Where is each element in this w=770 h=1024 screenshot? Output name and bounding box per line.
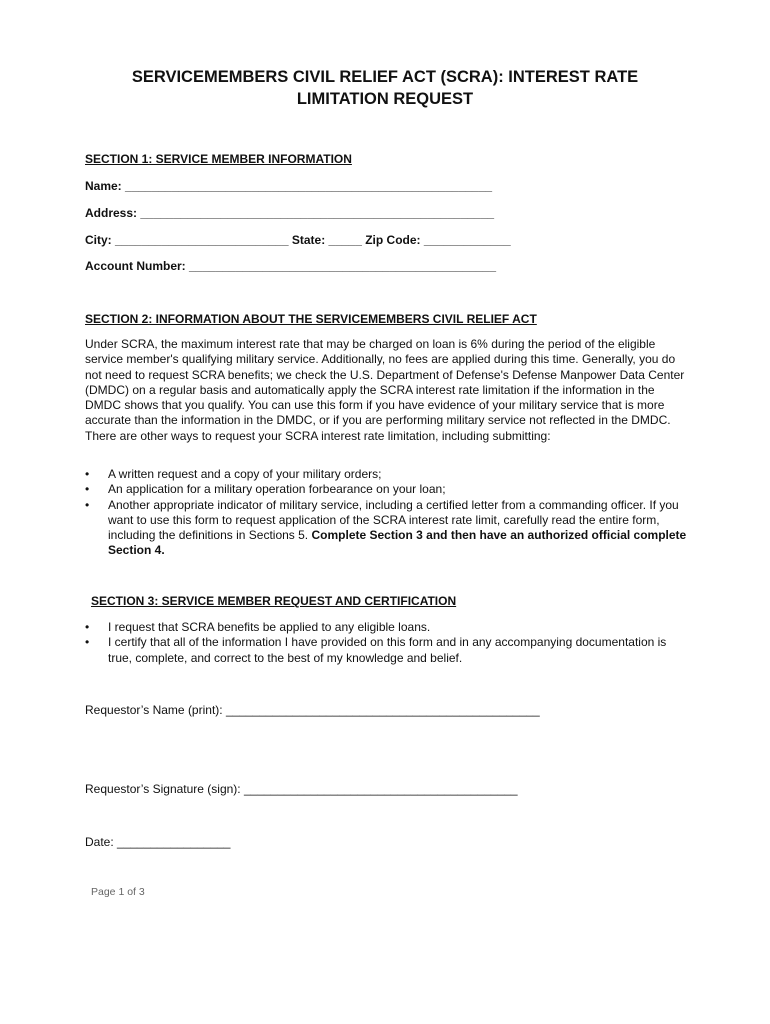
bullet-icon: • [85, 497, 90, 512]
bullet-icon: • [85, 635, 90, 650]
section-1-heading: SECTION 1: SERVICE MEMBER INFORMATION [85, 152, 352, 166]
section-2-heading: SECTION 2: INFORMATION ABOUT THE SERVICEMEMBERS CIVIL RELIEF ACT [85, 312, 537, 326]
bullet-icon: • [85, 482, 90, 497]
section-3-heading: SECTION 3: SERVICE MEMBER REQUEST AND CERTIFICATION [91, 594, 457, 608]
section-2-paragraph: Under SCRA, the maximum interest rate that may be charged on loan is 6% during the period of the eligible service member's qualifying military service. Additionally, no fees are applied during this time. Generally, you do not need to request SCRA benefits; we check the U.S. Department of Defense's Defense Manpower Data Center (DMDC) on a regular basis and automatically apply the SCRA interest rate limitation if the information in the DMDC shows that you qualify. You can use this form if you have evidence of your military service that is more accurate than the information in the DMDC, or if you are performing military service not reflected in the DMDC. There are other ways to request your SCRA interest rate limitation, including submitting: [85, 337, 685, 443]
section-2-list [85, 467, 690, 559]
list-item: • I request that SCRA benefits be applied to any eligible loans. [85, 620, 431, 634]
date-field[interactable]: Date: _________________ [85, 835, 231, 849]
requestor-signature-field[interactable]: Requestor’s Signature (sign): _________________________________________ [85, 782, 518, 796]
list-item: • I certify that all of the information I have provided on this form and in any accompanying documentation is true, complete, and correct to the best of my knowledge and belief. [85, 635, 667, 665]
title-line-1: SERVICEMEMBERS CIVIL RELIEF ACT (SCRA): INTEREST RATE [131, 68, 639, 86]
requestor-name-field[interactable]: Requestor’s Name (print): _______________________________________________ [85, 703, 540, 717]
list-item: • An application for a military operation forbearance on your loan; [85, 482, 446, 497]
section-3-list [85, 620, 685, 666]
list-item: • Another appropriate indicator of military service, including a certified letter from a commanding officer. If you want to use this form to request application of the SCRA interest rate limit, carefully read the entire form, including the definitions in Sections 5. Complete Section 3 and then have an authorized official complete Section 4. [85, 497, 687, 558]
title-line-2: LIMITATION REQUEST [296, 90, 474, 108]
account-number-field[interactable]: Account Number: ______________________________________________ [85, 259, 496, 273]
city-state-zip-field[interactable]: City: __________________________ State: _____ Zip Code: _____________ [85, 233, 511, 247]
name-field[interactable]: Name: _______________________________________________________ [85, 179, 493, 193]
list-item: • A written request and a copy of your military orders; [85, 467, 382, 481]
document-title [60, 66, 710, 110]
bold-instruction: Complete Section 3 and then have an authorized official complete Section 4. [108, 528, 687, 558]
page-number: Page 1 of 3 [91, 886, 145, 898]
bullet-icon: • [85, 620, 90, 634]
address-field[interactable]: Address: _____________________________________________________ [85, 206, 495, 220]
bullet-icon: • [85, 467, 90, 481]
